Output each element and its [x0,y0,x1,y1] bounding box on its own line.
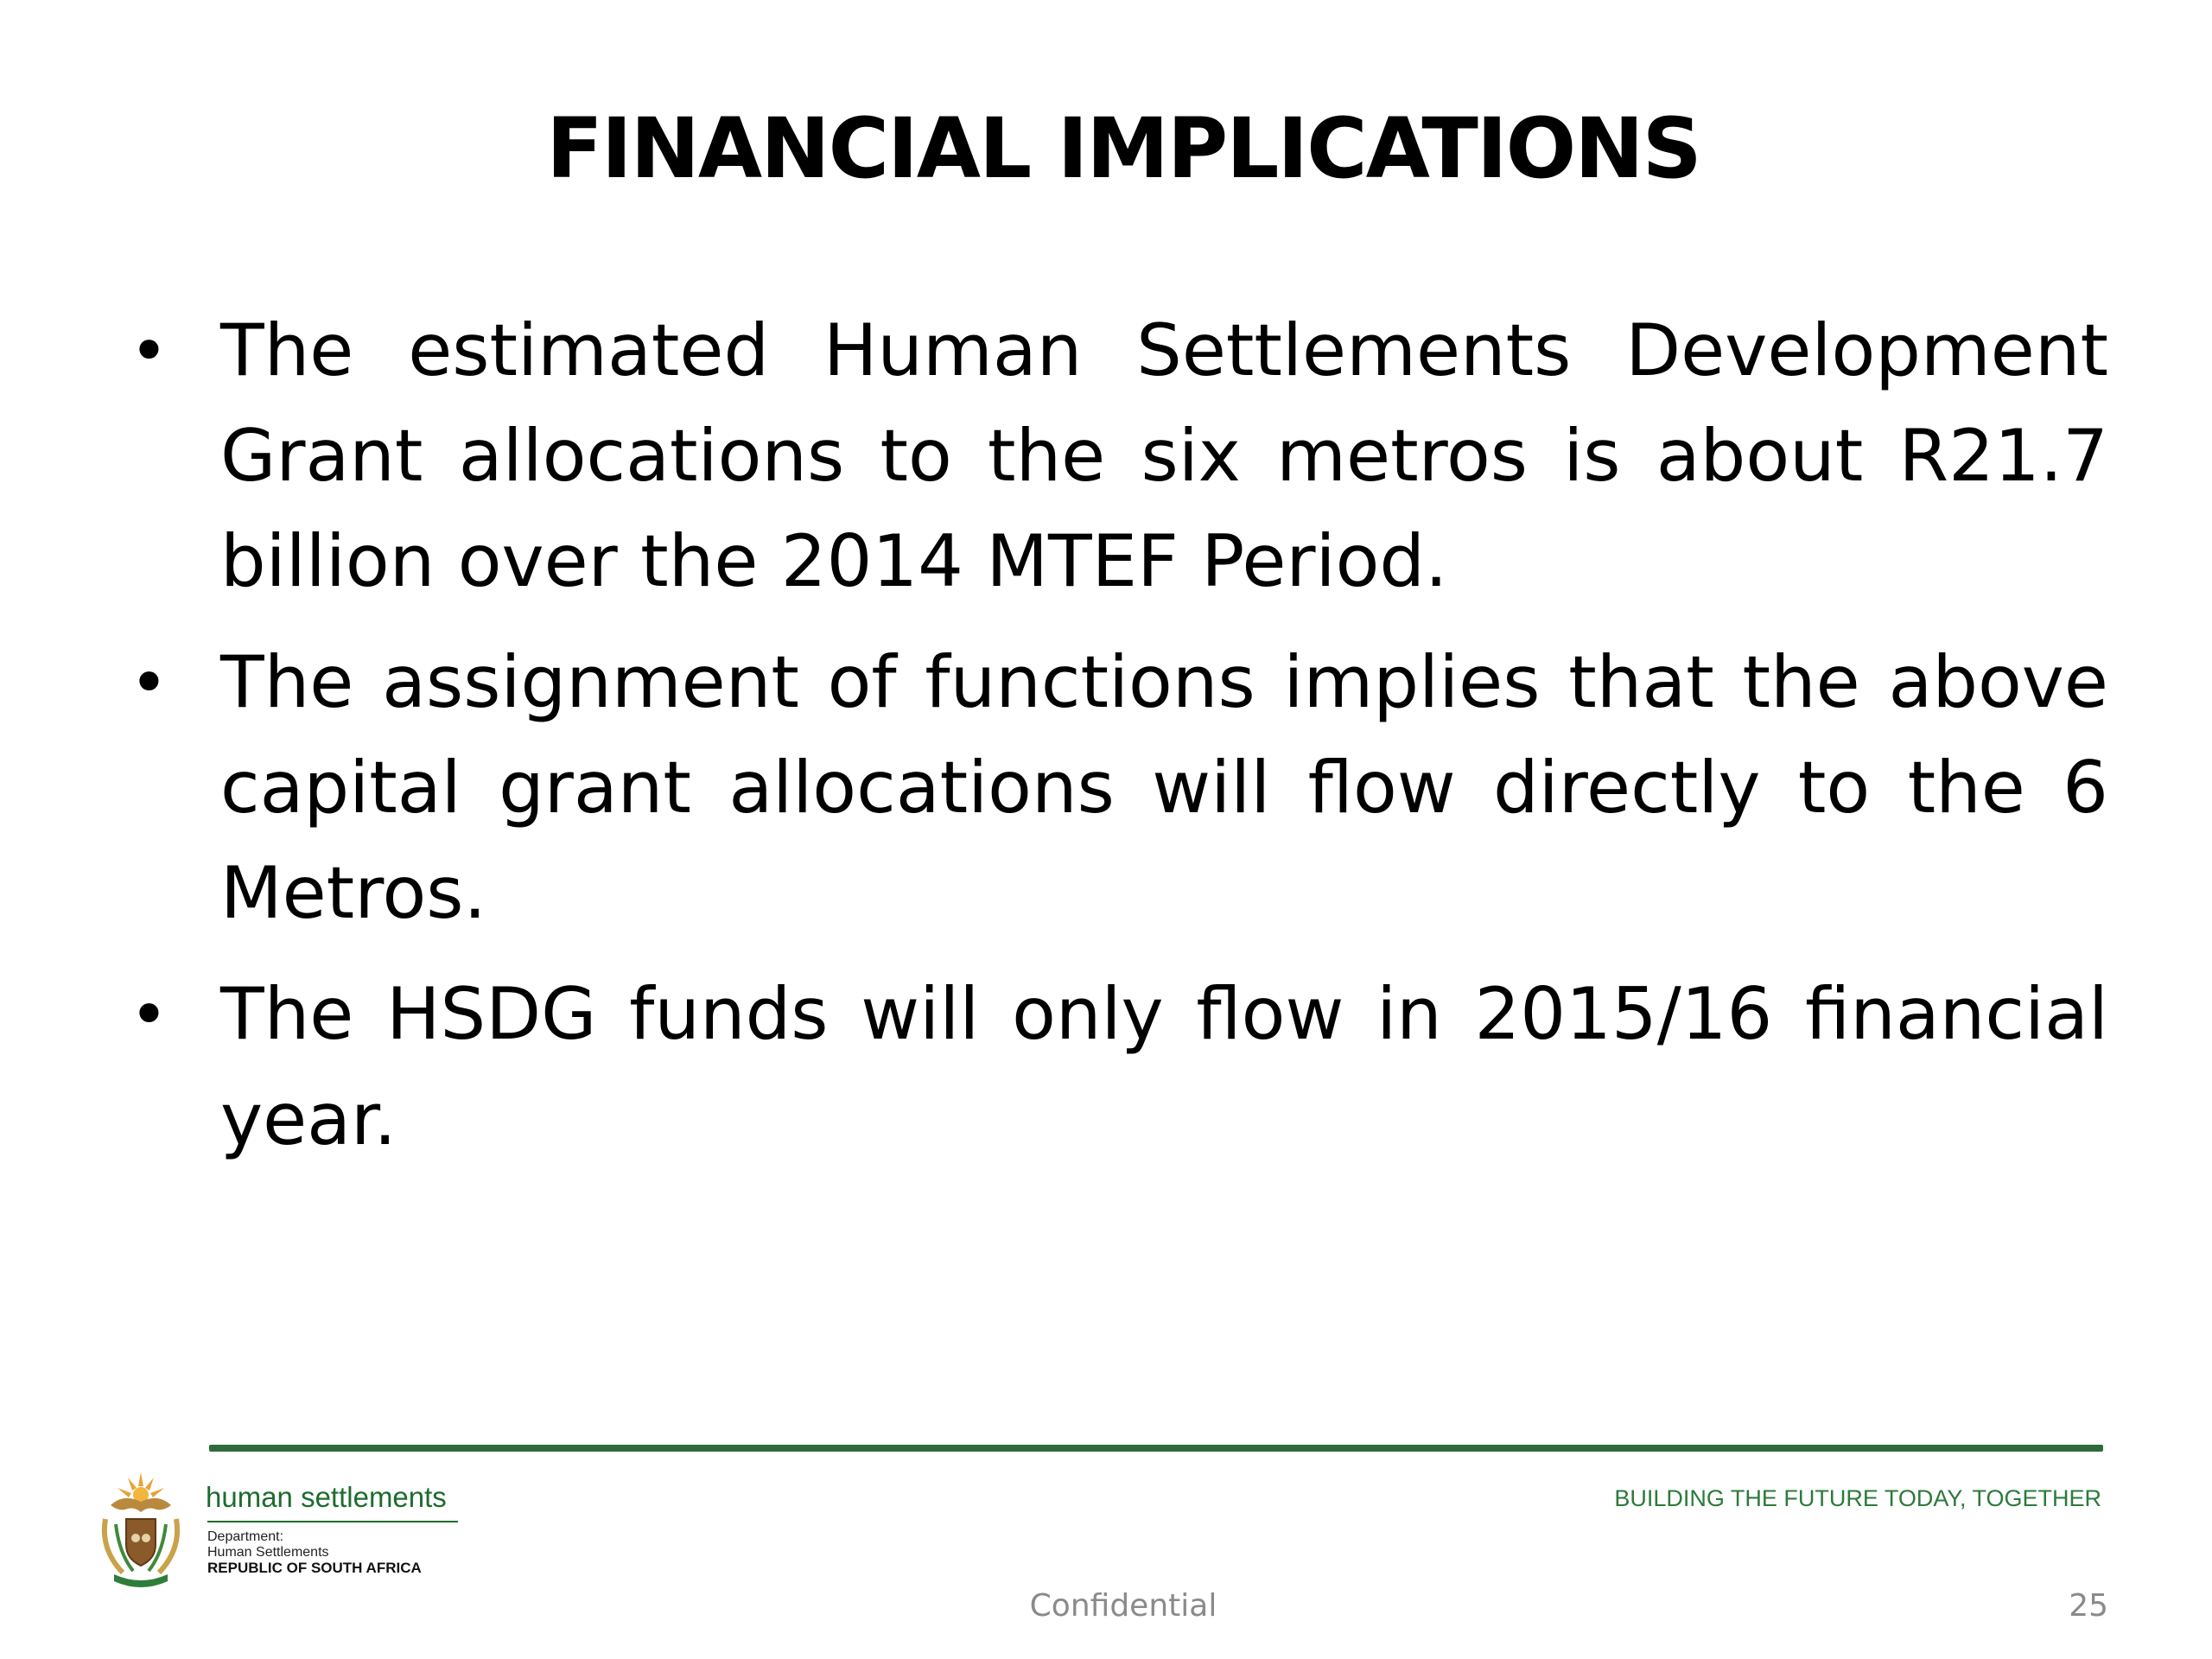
bullet-item [130,630,2108,946]
bullet-dot-icon: • [130,976,168,1052]
page-number: 25 [2069,1588,2108,1624]
bullet-text: The HSDG funds will only flow in 2015/16 financial year. [220,972,2108,1161]
country-name: REPUBLIC OF SOUTH AFRICA [207,1560,422,1576]
confidential-label: Confidential [1029,1588,1217,1624]
bullet-dot-icon: • [130,312,168,389]
department-name-underline [207,1521,458,1522]
department-full-name: Human Settlements [207,1545,329,1560]
footer-tagline: BUILDING THE FUTURE TODAY, TOGETHER [1614,1485,2101,1511]
department-logo [93,1460,474,1590]
bullet-list [130,298,2108,1188]
bullet-dot-icon: • [130,644,168,721]
department-label: Department: [207,1529,284,1544]
bullet-text: The estimated Human Settlements Development Grant allocations to the six metros is about R21.7 billion over the 2014 MTEF Period. [220,308,2108,603]
bullet-text: The assignment of functions implies that the above capital grant allocations will flow directly to the 6 Metros. [220,640,2108,935]
slide-title: FINANCIAL IMPLICATIONS [546,100,1700,197]
footer-divider [209,1445,2103,1452]
bullet-item [130,962,2108,1173]
department-name: human settlements [206,1481,447,1513]
bullet-item [130,298,2108,614]
coat-of-arms-icon [93,1467,188,1588]
